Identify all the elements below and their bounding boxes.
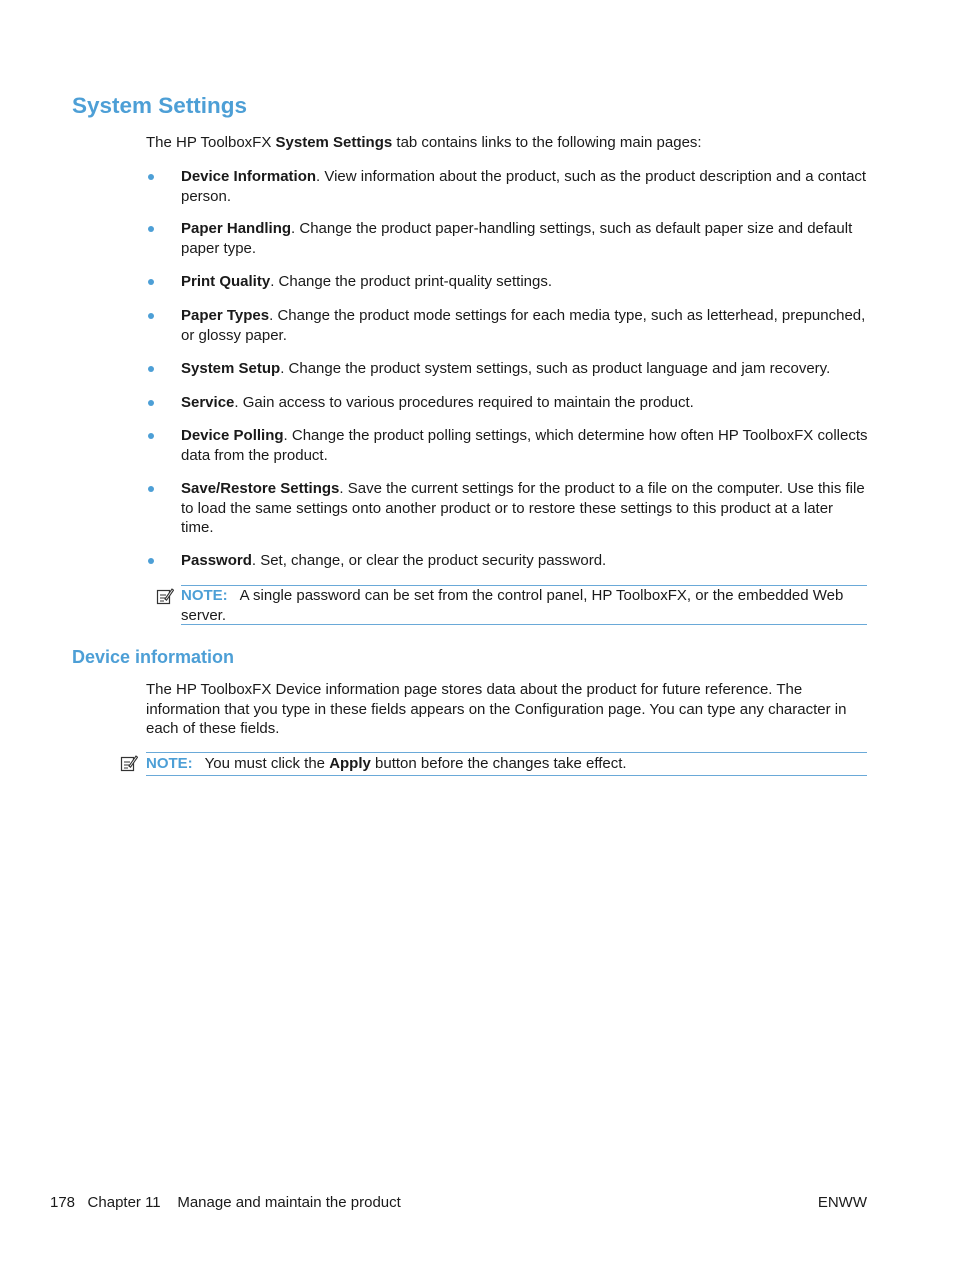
bullet-icon	[148, 486, 154, 492]
bullet-icon	[148, 400, 154, 406]
page-number: 178	[50, 1194, 76, 1211]
bullet-icon	[148, 313, 154, 319]
chapter-title: Manage and maintain the product	[177, 1194, 401, 1211]
bullet-icon	[148, 433, 154, 439]
bullet-icon	[148, 226, 154, 232]
bullet-icon	[148, 558, 154, 564]
footer-code: ENWW	[817, 1194, 867, 1211]
note-box: NOTE: You must click the Apply button before the changes take effect.	[146, 752, 867, 776]
intro-paragraph: The HP ToolboxFX System Settings tab contains links to the following main pages:	[146, 134, 702, 151]
note-icon	[156, 587, 174, 605]
note-label: NOTE:	[146, 755, 193, 772]
note-label: NOTE:	[181, 587, 228, 604]
device-info-paragraph: The HP ToolboxFX Device information page stores data about the product for future reference. The information that you type in these fields appears on the Configuration page. You can type any character in each of these fields.	[146, 681, 847, 737]
bullet-icon	[148, 279, 154, 285]
bullet-icon	[148, 366, 154, 372]
note-box: NOTE: A single password can be set from the control panel, HP ToolboxFX, or the embedded Web server.	[181, 585, 867, 625]
bullet-icon	[148, 174, 154, 180]
section-heading: Device information	[72, 647, 235, 667]
page-title: System Settings	[72, 93, 248, 118]
chapter-label: Chapter 11	[87, 1194, 161, 1211]
footer-left	[50, 1193, 401, 1213]
note-icon	[120, 754, 138, 772]
